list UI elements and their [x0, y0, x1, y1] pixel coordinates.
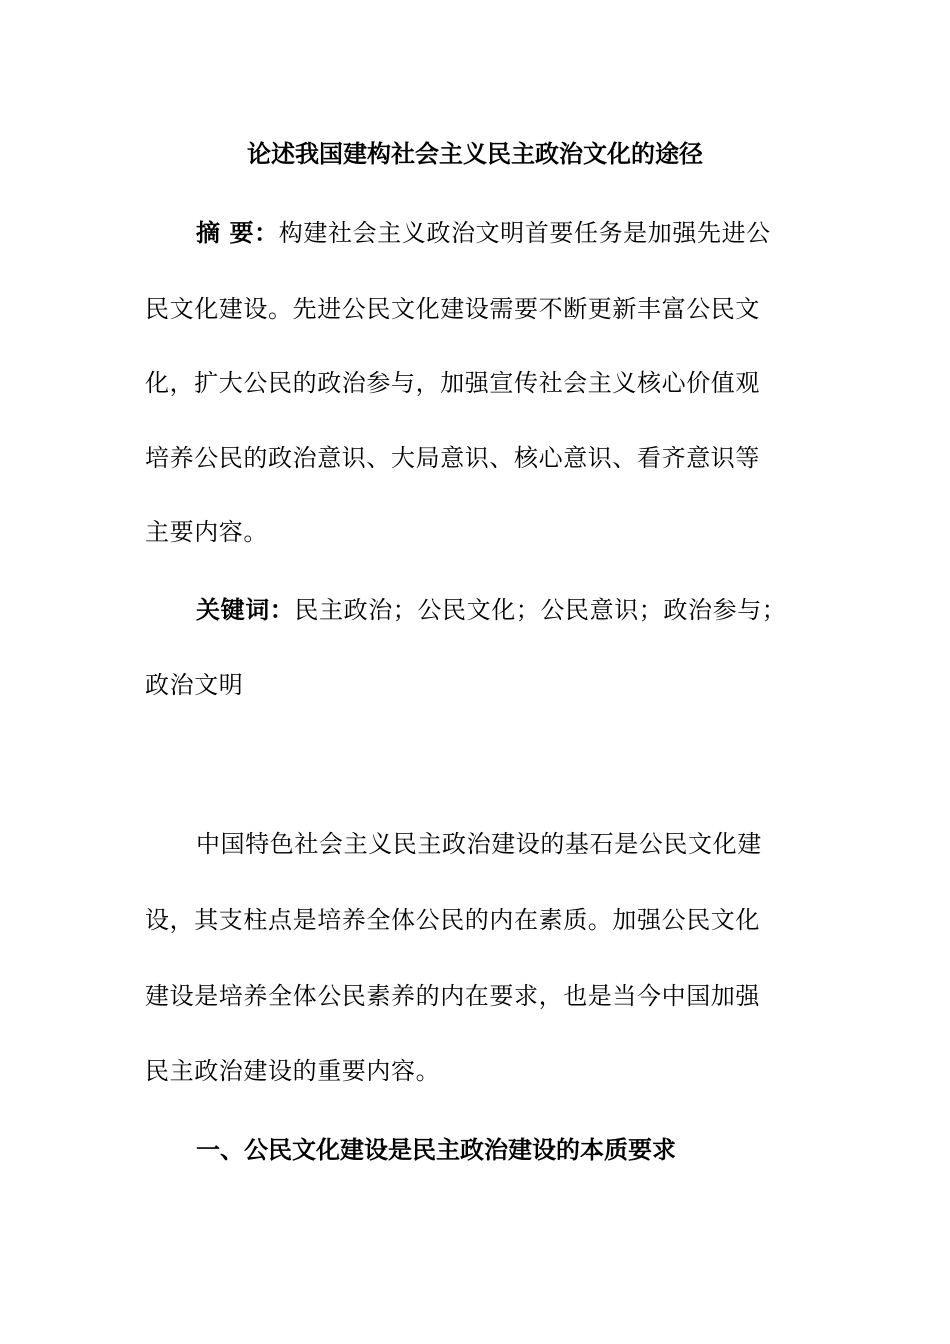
keywords-label: 关键词： [196, 596, 295, 624]
keywords-text-1: 民主政治；公民文化；公民意识；政治参与； [294, 596, 787, 624]
intro-line-3: 建设是培养全体公民素养的内在要求，也是当今中国加强 [145, 982, 760, 1010]
abstract-line-1 [196, 213, 810, 253]
keywords-line-1 [196, 590, 810, 630]
abstract-text-1: 构建社会主义政治文明首要任务是加强先进公 [278, 219, 771, 247]
intro-line-1: 中国特色社会主义民主政治建设的基石是公民文化建 [196, 830, 762, 858]
abstract-line-4: 培养公民的政治意识、大局意识、核心意识、看齐意识等 [145, 444, 760, 472]
abstract-label: 摘 要： [196, 219, 279, 247]
section-heading: 一、公民文化建设是民主政治建设的本质要求 [196, 1136, 676, 1164]
intro-line-2: 设，其支柱点是培养全体公民的内在素质。加强公民文化 [145, 906, 760, 934]
document-title: 论述我国建构社会主义民主政治文化的途径 [247, 140, 703, 168]
abstract-line-2: 民文化建设。先进公民文化建设需要不断更新丰富公民文 [145, 295, 760, 323]
keywords-line-2: 政治文明 [145, 671, 244, 699]
intro-line-4: 民主政治建设的重要内容。 [145, 1057, 441, 1085]
abstract-line-5: 主要内容。 [145, 518, 268, 546]
abstract-line-3: 化，扩大公民的政治参与，加强宣传社会主义核心价值观 [145, 369, 760, 397]
